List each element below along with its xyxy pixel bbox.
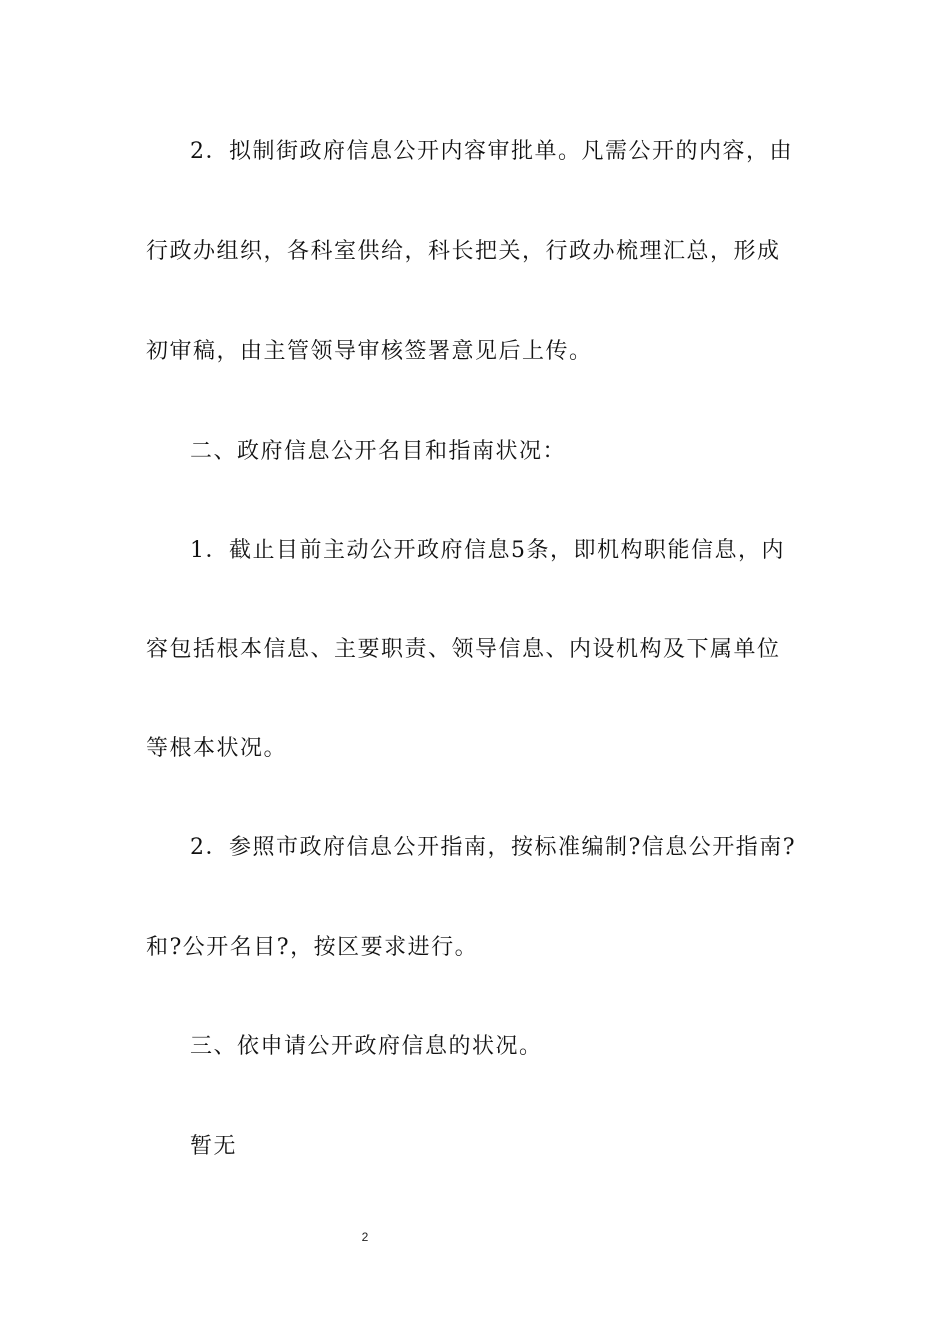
section-heading: 二、政府信息公开名目和指南状况： xyxy=(190,439,567,464)
section-heading: 三、依申请公开政府信息的状况。 xyxy=(190,1034,543,1059)
paragraph-line: 暂无 xyxy=(190,1134,238,1159)
paragraph-line: 初审稿，由主管领导审核签署意见后上传。 xyxy=(146,339,593,364)
page-number: 2 xyxy=(361,1230,369,1244)
paragraph-line: 2．拟制街政府信息公开内容审批单。凡需公开的内容，由 xyxy=(190,139,793,164)
paragraph-line: 容包括根本信息、主要职责、领导信息、内设机构及下属单位 xyxy=(146,637,781,662)
paragraph-line: 行政办组织，各科室供给，科长把关，行政办梳理汇总，形成 xyxy=(146,239,781,264)
paragraph-line: 和?公开名目?，按区要求进行。 xyxy=(146,935,479,960)
paragraph-line: 2．参照市政府信息公开指南，按标准编制?信息公开指南? xyxy=(190,835,797,860)
paragraph-line: 1．截止目前主动公开政府信息5条，即机构职能信息，内 xyxy=(190,538,785,563)
paragraph-line: 等根本状况。 xyxy=(146,736,288,761)
